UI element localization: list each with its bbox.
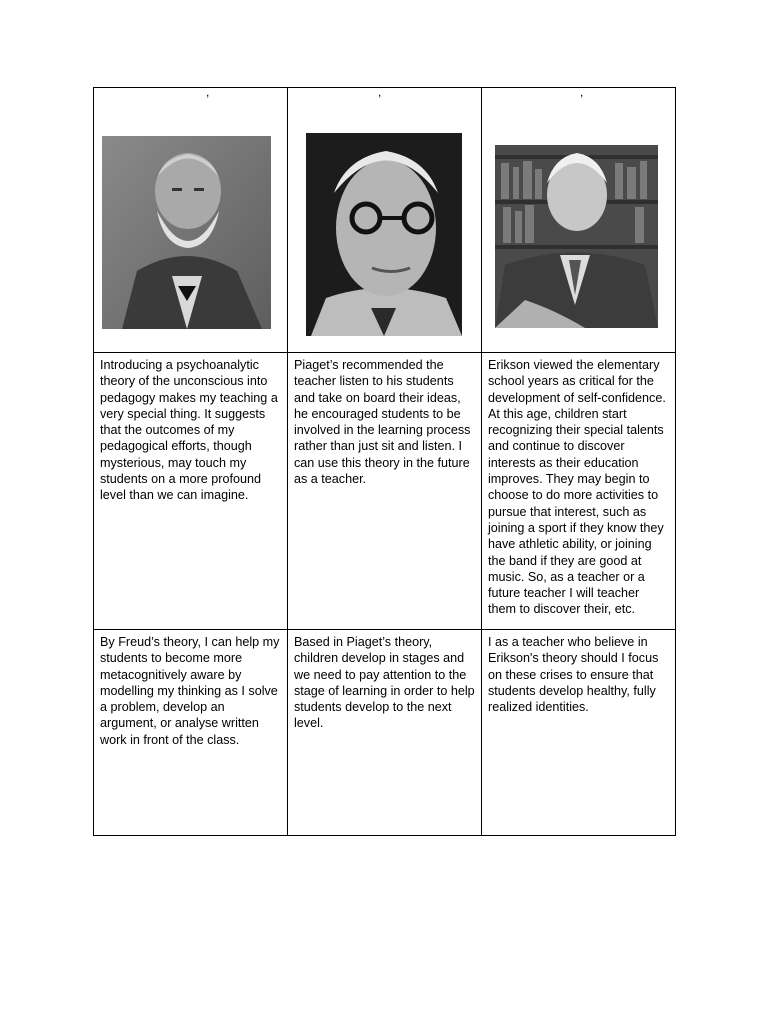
erikson-portrait-photo xyxy=(495,145,658,328)
piaget-portrait-photo xyxy=(306,133,462,336)
photo-row xyxy=(94,88,676,353)
erikson-reflection: Erikson viewed the elementary school years as critical for the development of self-confidence. At this age, children start recognizing their special talents and continue to discover interests as their education improves. They may begin to choose to do more activities to pursue that interest, such as joining a sport if they know they have athletic ability, or joining the band if they are good at music. So, as a teacher or a future teacher I will teacher them to discover their, etc. xyxy=(482,353,676,630)
freud-application: By Freud’s theory, I can help my students to become more metacognitively aware by modelling my thinking as I solve a problem, develop an argument, or analyse written work in front of the class. xyxy=(94,630,288,836)
application-row xyxy=(94,630,676,836)
freud-reflection: Introducing a psychoanalytic theory of the unconscious into pedagogy makes my teaching a very special thing. It suggests that the outcomes of my pedagogical efforts, though mysterious, may touch my students on a more profound level than we can imagine. xyxy=(94,353,288,630)
erikson-photo-cell xyxy=(482,88,676,353)
piaget-reflection: Piaget’s recommended the teacher listen to his students and take on board their ideas, he encouraged students to be involved in the learning process rather than just sit and listen. I can use this theory in the future as a teacher. xyxy=(288,353,482,630)
freud-portrait-photo xyxy=(102,136,271,329)
header-mark: , xyxy=(206,87,210,99)
reflection-row xyxy=(94,353,676,630)
theorists-table xyxy=(93,87,676,836)
erikson-application: I as a teacher who believe in Erikson's theory should I focus on these crises to ensure that students develop healthy, fully realized identities. xyxy=(482,630,676,836)
header-mark: , xyxy=(378,87,382,99)
piaget-photo-cell xyxy=(288,88,482,353)
freud-photo-cell xyxy=(94,88,288,353)
header-mark: , xyxy=(580,87,584,99)
piaget-application: Based in Piaget’s theory, children develop in stages and we need to pay attention to the stage of learning in order to help students develop to the next level. xyxy=(288,630,482,836)
